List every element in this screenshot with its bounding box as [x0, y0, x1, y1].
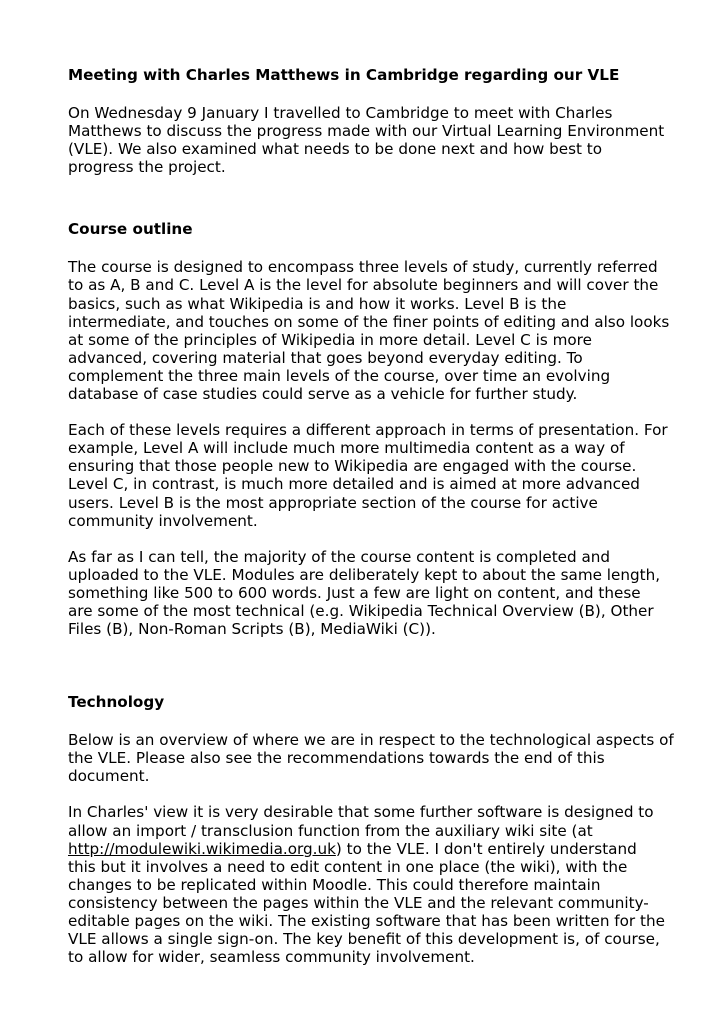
text-line: Files (B), Non-Roman Scripts (B), MediaWiki (C)).: [68, 620, 436, 639]
text-line: to allow for wider, seamless community involvement.: [68, 948, 475, 967]
text-line: Below is an overview of where we are in respect to the technological aspects of: [68, 731, 674, 750]
text-line: document.: [68, 767, 150, 786]
text-line: users. Level B is the most appropriate section of the course for active: [68, 493, 598, 512]
technology-paragraph-software: [68, 803, 666, 966]
text-line: something like 500 to 600 words. Just a few are light on content, and these: [68, 583, 641, 602]
course-paragraph-presentation: [68, 421, 666, 530]
document-title: Meeting with Charles Matthews in Cambridge regarding our VLE: [68, 66, 620, 84]
technology-paragraph-overview: [68, 731, 674, 786]
text-line: intermediate, and touches on some of the finer points of editing and also looks: [68, 312, 670, 331]
text-line: [68, 840, 666, 858]
text-line: basics, such as what Wikipedia is and how it works. Level B is the: [68, 294, 567, 313]
text-line: On Wednesday 9 January I travelled to Cambridge to meet with Charles: [68, 104, 613, 122]
course-outline-heading: Course outline: [68, 220, 193, 239]
text-line: The course is designed to encompass three levels of study, currently referred: [68, 258, 658, 277]
intro-paragraph: [68, 104, 666, 176]
course-paragraph-levels: [68, 258, 670, 404]
text-line: changes to be replicated within Moodle. This could therefore maintain: [68, 875, 601, 894]
text-line: complement the three main levels of the course, over time an evolving: [68, 366, 611, 385]
text-line: VLE allows a single sign-on. The key benefit of this development is, of course,: [68, 930, 660, 949]
text-line: editable pages on the wiki. The existing software that has been written for the: [68, 912, 665, 930]
text-line: database of case studies could serve as a vehicle for further study.: [68, 385, 578, 404]
text-line: Level C, in contrast, is much more detailed and is aimed at more advanced: [68, 475, 640, 494]
course-paragraph-status: [68, 548, 666, 638]
text-line: Matthews to discuss the progress made with our Virtual Learning Environment: [68, 122, 665, 141]
text-line: advanced, covering material that goes beyond everyday editing. To: [68, 348, 583, 367]
text-line: this but it involves a need to edit content in one place (the wiki), with the: [68, 857, 628, 876]
text-line: example, Level A will include much more multimedia content as a way of: [68, 439, 625, 458]
text-line: consistency between the pages within the VLE and the relevant community-: [68, 893, 649, 912]
text-line: progress the project.: [68, 158, 226, 177]
text-line: In Charles' view it is very desirable that some further software is designed to: [68, 803, 654, 822]
text-line: ensuring that those people new to Wikipedia are engaged with the course.: [68, 457, 637, 476]
text-line: (VLE). We also examined what needs to be done next and how best to: [68, 140, 603, 159]
text-line: are some of the most technical (e.g. Wikipedia Technical Overview (B), Other: [68, 601, 654, 620]
text-line: Each of these levels requires a different approach in terms of presentation. For: [68, 421, 668, 440]
text-line: As far as I can tell, the majority of the course content is completed and: [68, 547, 611, 566]
text-line: allow an import / transclusion function from the auxiliary wiki site (at: [68, 821, 593, 840]
text-line: uploaded to the VLE. Modules are deliberately kept to about the same length,: [68, 565, 661, 584]
technology-heading: Technology: [68, 693, 165, 712]
text-line: to as A, B and C. Level A is the level for absolute beginners and will cover the: [68, 276, 659, 295]
text-line: the VLE. Please also see the recommendations towards the end of this: [68, 749, 605, 768]
text-line: at some of the principles of Wikipedia in more detail. Level C is more: [68, 330, 592, 349]
text-fragment: ) to the VLE. I don't entirely understand: [335, 839, 637, 858]
modulewiki-link[interactable]: http://modulewiki.wikimedia.org.uk: [68, 839, 336, 858]
document-page: [68, 65, 674, 967]
text-line: community involvement.: [68, 511, 258, 530]
